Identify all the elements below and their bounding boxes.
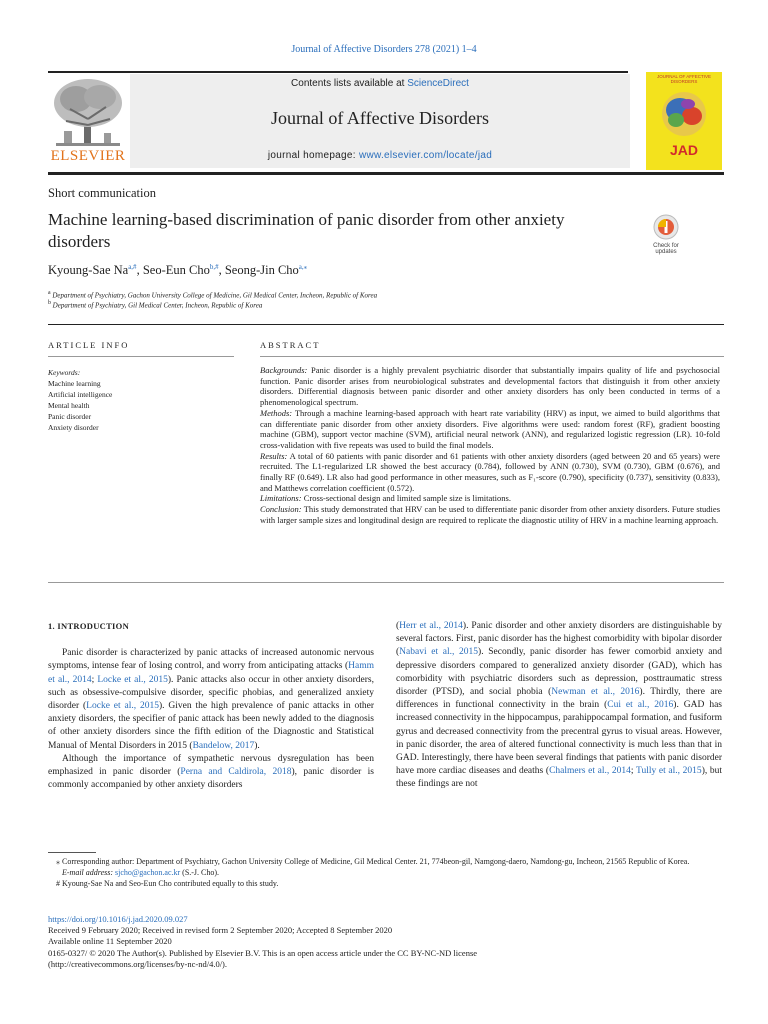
citation-link[interactable]: Hamm et al., 2014 — [48, 661, 374, 685]
body-text: ). Secondly, panic disorder has fewer comorbid anxiety and depressive disorders compared to generalized anxiety disorder (GAD), which has comorbidity with psychiatric disorders such as depression, posttraumatic stress disorder (PTSD), and social phobia ( — [396, 647, 722, 698]
license-url: (http://creativecommons.org/licenses/by-nc-nd/4.0/). — [48, 958, 228, 969]
citation-link[interactable]: Perna and Caldirola, 2018 — [180, 767, 292, 778]
abstract-end-rule — [48, 582, 724, 583]
email-note — [48, 867, 724, 878]
affiliation-text: Department of Psychiatry, Gil Medical Center, Incheon, Republic of Korea — [52, 301, 263, 310]
footnote-rule — [48, 852, 96, 853]
cover-journal-name: JOURNAL OF AFFECTIVE DISORDERS — [656, 74, 712, 84]
abstract-methods — [260, 408, 720, 451]
crossmark-icon — [646, 213, 686, 243]
abstract-rule — [260, 356, 724, 357]
abstract-text: This study demonstrated that HRV can be used to differentiate panic disorder from other anxiety disorders. Future studies with larger sample sizes and longitudinal design are required to replicate the diagnostic utility of HRV in a machine learning approach. — [260, 504, 720, 525]
citation-link[interactable]: Nabavi et al., 2015 — [399, 647, 479, 658]
body-paragraph — [396, 620, 722, 792]
journal-title: Journal of Affective Disorders — [270, 108, 490, 128]
footnotes — [48, 856, 724, 889]
keyword-item: Machine learning — [48, 379, 101, 388]
abstract-label: Conclusion: — [260, 504, 302, 515]
author-separator: , — [218, 263, 225, 278]
author-1[interactable] — [48, 263, 143, 277]
journal-homepage — [130, 150, 630, 161]
email-link[interactable]: sjcho@gachon.ac.kr — [115, 868, 181, 877]
author-name: Seo-Eun Cho — [142, 263, 210, 278]
affiliation-b — [48, 300, 262, 309]
left-column-paragraphs — [48, 647, 374, 792]
right-column-paragraphs — [396, 620, 722, 792]
corresponding-author-note: ⁎ Corresponding author: Department of Psychiatry, Gachon University College of Medicine, Gil Medical Center. 21, 774beon-gil, Namgong-daero, Namdong-gu, Incheon, 21565 Republic of Korea. — [56, 857, 690, 866]
body-text: ). GAD has increased connectivity in the hippocampus, parahippocampal formation, and fusiform gyrus and decreased connectivity from the precentral gyrus to visual areas. However, in panic disorder, the area of altered functional connectivity is much less than that in GAD. Interestingly, there have been several findings that patients with panic disorder have more cardiac diseases and deaths ( — [396, 700, 722, 777]
email-suffix: (S.-J. Cho). — [182, 868, 220, 877]
body-text: Although the importance of sympathetic nervous dysregulation has been emphasized in panic disorder ( — [48, 753, 374, 778]
abstract-text: Panic disorder is a highly prevalent psychiatric disorder that substantially impairs quality of life and psychosocial function. Panic disorder arises from neurobiological substrates and developmental factors that distinguish it from other anxiety disorders. Differential diagnosis between panic disorder and other anxiety disorders has only been conducted in terms of a phenomenological spectrum. — [260, 365, 721, 408]
keyword-item: Artificial intelligence — [48, 390, 113, 399]
contents-prefix: Contents lists available at — [291, 78, 405, 89]
citation-link[interactable]: Locke et al., 2015 — [97, 674, 168, 685]
journal-cover-image[interactable] — [646, 72, 722, 170]
affiliation-text: Department of Psychiatry, Gachon University College of Medicine, Gil Medical Center, Incheon, Republic of Korea — [52, 291, 378, 300]
abstract-conclusion — [260, 504, 720, 525]
body-text: ). Panic attacks also occur in other anxiety disorders, such as obsessive-compulsive disorder, specific phobias, and generalized anxiety disorder ( — [48, 674, 374, 712]
abstract-label: Backgrounds: — [260, 365, 308, 375]
header-bottom-rule — [48, 172, 724, 175]
abstract-limitations — [260, 493, 720, 504]
keywords-block — [48, 367, 238, 433]
author-sup: b,# — [209, 263, 219, 271]
body-text: ( — [396, 621, 400, 631]
section-divider — [48, 324, 724, 325]
body-text: ), but these findings are not — [396, 766, 723, 790]
affiliation-sup: b — [48, 300, 51, 306]
citation-link[interactable]: Chalmers et al., 2014 — [549, 766, 631, 777]
citation-link[interactable]: Locke et al., 2015 — [86, 701, 159, 712]
paper-title: Machine learning-based discrimination of panic disorder from other anxiety disorders — [48, 210, 565, 251]
abstract-text: Cross-sectional design and limited sample size is limitations. — [303, 493, 511, 504]
contents-available — [130, 78, 630, 89]
citation-link[interactable]: Newman et al., 2016 — [551, 687, 640, 698]
author-sup: a,# — [128, 263, 137, 271]
author-separator: , — [136, 263, 143, 278]
abstract-text: Through a machine learning-based approach with heart rate variability (HRV) as input, we aimed to build algorithms that can differentiate panic disorder from other anxiety disorders. Five algorithms were used: random forest (RF), gradient boosting machine (GBM), support vector machine (SVM), artificial neural network (ANN), and regularized logistic regression (LR). 10-fold cross-validation with five repeats was used to build the final models. — [260, 407, 720, 450]
citation-link[interactable]: Cui et al., 2016 — [607, 700, 674, 711]
publication-info — [48, 914, 724, 970]
author-2[interactable] — [143, 263, 225, 277]
homepage-link[interactable]: www.elsevier.com/locate/jad — [358, 150, 493, 161]
cover-brand: JAD — [669, 142, 698, 158]
article-info-heading: ARTICLE INFO — [48, 340, 130, 350]
equal-contribution-note: # Kyoung-Sae Na and Seo-Eun Cho contributed equally to this study. — [56, 879, 279, 888]
crossmark-label: Check for updates — [653, 243, 679, 255]
affiliation-sup: a — [48, 290, 51, 296]
author-3[interactable] — [225, 263, 307, 277]
abstract-label: Results: — [260, 450, 288, 461]
body-text: ; — [91, 674, 98, 685]
authors-line — [48, 263, 307, 278]
body-text: ). Panic disorder and other anxiety disorders are distinguishable by several factors. First, panic disorder has the highest comorbidity with bipolar disorder ( — [396, 621, 722, 658]
received-dates: Received 9 February 2020; Received in revised form 2 September 2020; Accepted 8 September 2020 — [48, 925, 393, 936]
affiliation-a — [48, 290, 377, 299]
citation-link[interactable]: Bandelow, 2017 — [192, 740, 255, 751]
cover-brain-icon — [654, 86, 714, 142]
email-label: E-mail address: — [62, 868, 114, 877]
article-info-rule — [48, 356, 234, 357]
introduction-heading: 1. INTRODUCTION — [48, 621, 130, 631]
body-text: ). Given the high prevalence of panic attacks in other anxiety disorders, the specifier of panic attack has been newly added to the diagnosis of other anxiety disorders since the fifth edition of the Diagnostic and Statistical Manual of Mental Disorders in 2015 ( — [48, 701, 374, 751]
article-type: Short communication — [48, 186, 156, 200]
doi-link[interactable]: https://doi.org/10.1016/j.jad.2020.09.027 — [48, 914, 188, 924]
keyword-item: Anxiety disorder — [48, 423, 99, 432]
abstract-heading: ABSTRACT — [260, 340, 321, 350]
author-name: Kyoung-Sae Na — [48, 263, 129, 278]
abstract-background — [260, 365, 720, 408]
check-for-updates-button[interactable] — [646, 213, 686, 257]
copyright-notice: 0165-0327/ © 2020 The Author(s). Published by Elsevier B.V. This is an open access article under the CC BY-NC-ND license — [48, 947, 478, 958]
header-top-rule — [48, 71, 628, 73]
citation-link[interactable]: Tully et al., 2015 — [636, 766, 702, 777]
abstract-label: Methods: — [260, 407, 293, 418]
body-column-left — [48, 620, 374, 792]
homepage-prefix: journal homepage: — [267, 150, 356, 161]
body-text: ). — [254, 740, 260, 751]
body-paragraph — [48, 753, 374, 793]
sciencedirect-link[interactable]: ScienceDirect — [407, 78, 469, 89]
body-column-right — [396, 620, 722, 792]
author-sup: a,⁎ — [298, 263, 308, 271]
author-name: Seong-Jin Cho — [224, 263, 299, 278]
abstract-label: Limitations: — [260, 493, 302, 504]
body-text: Panic disorder is characterized by panic attacks of increased autonomic nervous symptoms, intense fear of losing control, and worry from anticipating attacks ( — [48, 648, 374, 672]
abstract-body — [260, 365, 720, 526]
keyword-item: Mental health — [48, 401, 90, 410]
body-text: ; — [630, 766, 637, 777]
citation-link[interactable]: Herr et al., 2014 — [399, 621, 463, 631]
elsevier-wordmark: ELSEVIER — [50, 148, 126, 164]
body-text: ). Thirdly, there are differences in functional connectivity in the brain ( — [396, 687, 722, 711]
keyword-item: Panic disorder — [48, 412, 92, 421]
keywords-label: Keywords: — [48, 368, 81, 377]
journal-reference[interactable]: Journal of Affective Disorders 278 (2021) 1–4 — [291, 44, 477, 55]
available-online: Available online 11 September 2020 — [48, 936, 172, 947]
body-paragraph — [48, 647, 374, 753]
abstract-results — [260, 451, 720, 494]
body-text: ), panic disorder is commonly accompanied by other anxiety disorders — [48, 767, 375, 791]
abstract-text: A total of 60 patients with panic disorder and 61 patients with other anxiety disorders (aged between 20 and 65 years) were recruited. The L1-regularized LR showed the best accuracy (0.784), followed by ANN (0.730), SVM (0.730), GBM (0.676), and finally RF (0.649). LR also had good performance in other measures, such as F₁-score (0.790), specificity (0.737), sensitivity (0.833), and Matthews correlation coefficient (0.572). — [260, 450, 721, 493]
